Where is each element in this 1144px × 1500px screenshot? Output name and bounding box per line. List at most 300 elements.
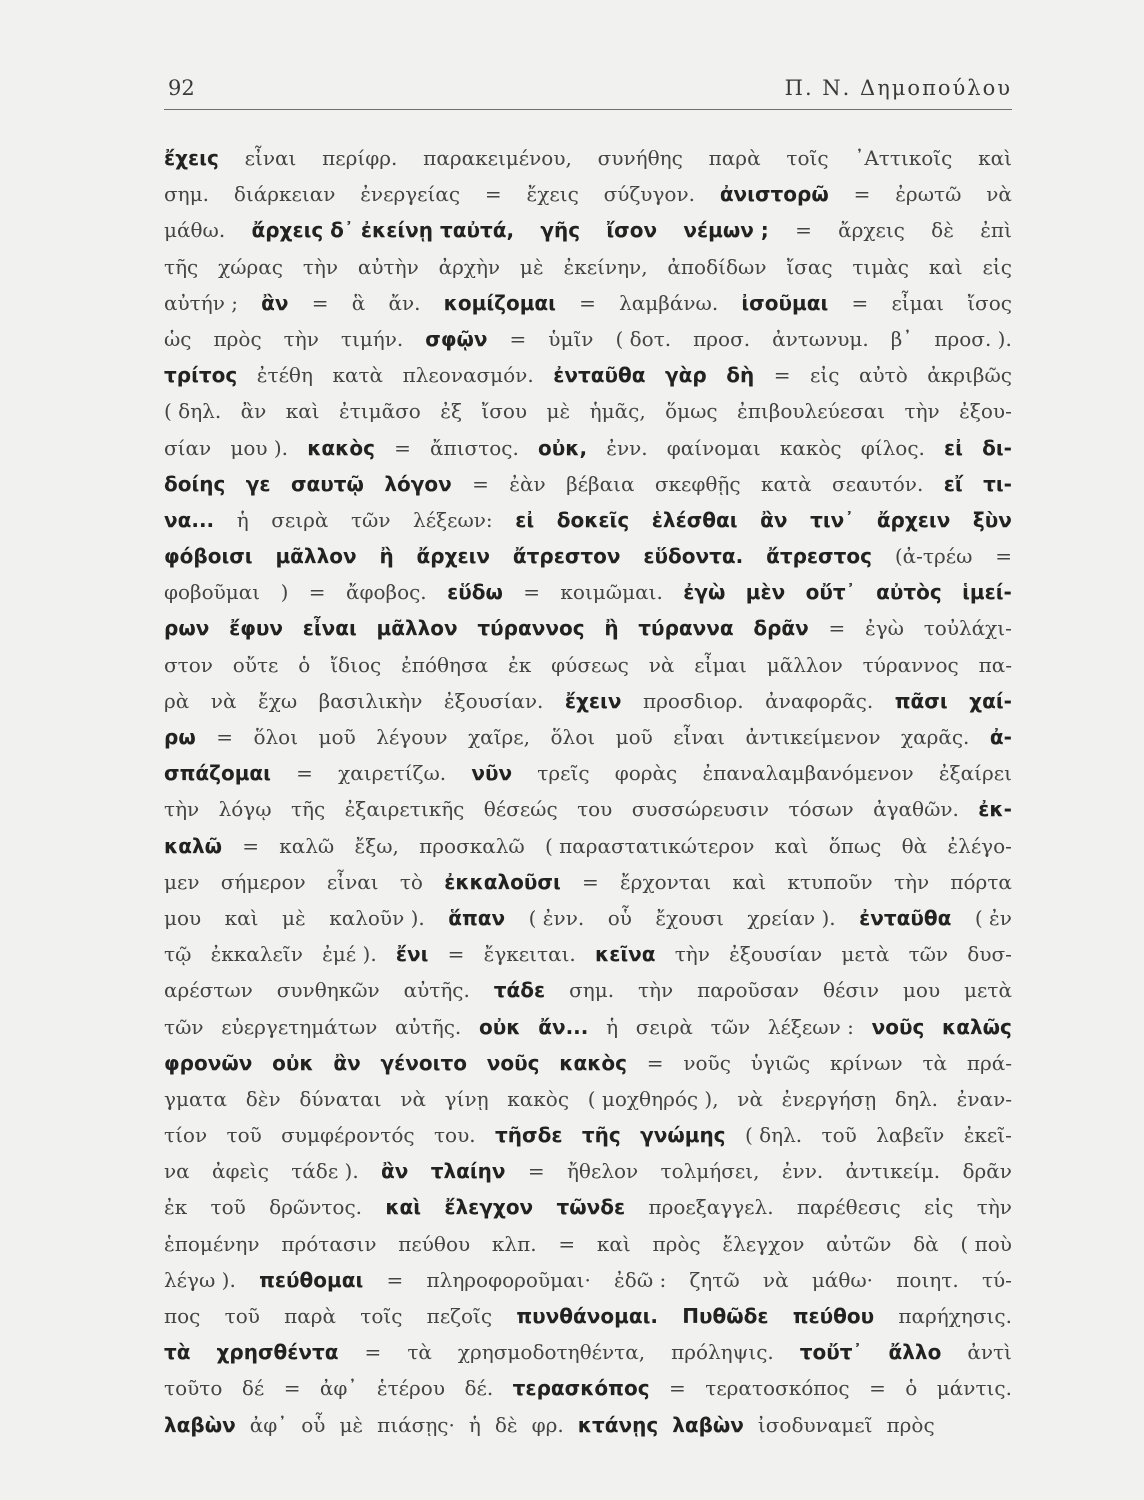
gloss-word: φίλος.	[860, 435, 925, 460]
gloss-word: συμφέροντός	[281, 1123, 415, 1148]
gloss-word: ἐξου-	[959, 399, 1012, 424]
gloss-word: εἰς	[924, 1195, 954, 1220]
gloss-word: πρά-	[966, 1050, 1012, 1075]
gloss-word: =	[364, 1340, 382, 1365]
gloss-word: ἄρχεις	[838, 218, 905, 243]
gloss-word: δὲν	[245, 1086, 281, 1111]
gloss-word: ( μοχθηρός ),	[587, 1086, 719, 1111]
gloss-word: του.	[433, 1123, 476, 1148]
gloss-word: τὰ	[922, 1050, 948, 1075]
gloss-word: ἀφ᾿	[319, 1376, 358, 1401]
lemma-term: δρᾶν	[753, 616, 809, 641]
gloss-word: ἐκείνην,	[563, 254, 648, 279]
gloss-word: τοῦ	[210, 1195, 246, 1220]
lemma-term: τλαίην	[430, 1159, 506, 1184]
gloss-word: τὴν	[976, 1195, 1012, 1220]
lemma-term: οὐκ	[479, 1014, 521, 1039]
lemma-term: ἢ	[604, 616, 619, 641]
gloss-word: ( δηλ.	[164, 399, 222, 424]
gloss-word: μάθω·	[811, 1267, 874, 1292]
gloss-word: θέσιν	[822, 978, 880, 1003]
text-line	[164, 1226, 1012, 1262]
gloss-word: διάρκειαν	[233, 182, 336, 207]
gloss-word: συνήθης	[597, 146, 683, 170]
gloss-word: δὲ	[494, 1412, 518, 1437]
gloss-word: πληροφοροῦμαι·	[426, 1267, 591, 1292]
lemma-term: ἀ-	[989, 725, 1012, 749]
lemma-term: χαί-	[969, 688, 1012, 713]
text-line	[164, 719, 1012, 755]
lemma-term: κομίζομαι	[443, 290, 556, 315]
gloss-word: τοῦτο	[164, 1376, 223, 1401]
gloss-word: δρᾶν	[962, 1159, 1012, 1184]
text-line	[164, 502, 1012, 538]
gloss-word: πα-	[978, 652, 1012, 677]
lemma-term: ἄρχεις δ᾿ ἐκείνῃ ταὐτά,	[251, 218, 515, 243]
lemma-term: νοῦς	[871, 1014, 925, 1039]
gloss-word: τύ-	[981, 1267, 1012, 1292]
gloss-word: ἐπαναλαμβανόμενον	[702, 761, 914, 786]
lemma-term: καλῶ	[164, 833, 222, 858]
gloss-word: τοῖς	[360, 1304, 403, 1328]
gloss-word: σήμερον	[220, 869, 306, 894]
lemma-term: οὐκ	[272, 1050, 314, 1075]
gloss-word: ἀντωνυμ.	[772, 326, 869, 351]
gloss-word: τὴν	[893, 869, 930, 894]
gloss-word: συνθηκῶν	[276, 978, 380, 1003]
text-line	[164, 1370, 1012, 1406]
gloss-word: ποιητ.	[896, 1267, 959, 1292]
gloss-word: καὶ	[596, 1231, 631, 1256]
gloss-word: =	[311, 290, 329, 315]
lemma-term: λαβὼν	[164, 1412, 236, 1437]
text-line	[164, 1334, 1012, 1370]
lemma-term: τύραννα	[638, 616, 734, 641]
lemma-term: εἴ	[943, 471, 963, 496]
gloss-word: χρείαν ).	[747, 905, 836, 930]
gloss-word: ἐκ	[164, 1195, 188, 1220]
text-line	[164, 972, 1012, 1008]
gloss-word: ἴσος	[967, 290, 1012, 315]
header-rule	[164, 109, 1012, 110]
gloss-word: προσ.	[693, 326, 751, 351]
text-line	[164, 1407, 1012, 1443]
lemma-term: ἢ	[379, 544, 394, 569]
lemma-term: ἐκκαλοῦσι	[444, 869, 561, 894]
text-line	[164, 1298, 1012, 1334]
lemma-term: ἔχεις	[164, 146, 219, 170]
gloss-word: μεν	[164, 869, 200, 894]
gloss-word: προσδιορ.	[643, 688, 744, 713]
lemma-term: ἐνταῦθα	[859, 905, 952, 930]
gloss-word: τῆς	[164, 254, 199, 279]
gloss-word: καὶ	[285, 399, 320, 424]
gloss-word: ἴσου	[481, 399, 528, 424]
gloss-word: β᾿	[890, 326, 913, 351]
text-line	[164, 1045, 1012, 1081]
gloss-word: πεζοῖς	[426, 1304, 493, 1328]
lemma-term: κεῖνα	[594, 942, 656, 967]
lemma-term: ἄτρεστον	[512, 544, 621, 569]
gloss-word: τιμὰς	[852, 254, 909, 279]
text-line	[164, 647, 1012, 683]
gloss-word: ρὰ	[164, 688, 190, 713]
gloss-word: αὐτῆς.	[395, 1014, 462, 1039]
gloss-word: μου	[164, 905, 202, 930]
lemma-term: ἅπαν	[448, 905, 506, 930]
gloss-word: νὰ	[762, 1267, 789, 1292]
text-line	[164, 321, 1012, 357]
gloss-word: ὁ	[298, 652, 311, 677]
lemma-term: ἰσοῦμαι	[741, 290, 829, 315]
gloss-word: =	[828, 616, 846, 641]
lemma-term: τῶνδε	[556, 1195, 626, 1220]
gloss-word: γματα	[164, 1086, 228, 1111]
gloss-word: =	[523, 580, 541, 605]
lemma-term: πᾶσι	[894, 688, 948, 713]
gloss-word: ἄν.	[388, 290, 421, 315]
gloss-word: ἐρωτῶ	[895, 182, 962, 207]
lemma-term: Πυθῶδε	[682, 1304, 769, 1328]
gloss-word: ( ἐν	[974, 905, 1012, 930]
gloss-word: σειρὰ	[271, 507, 329, 532]
gloss-word: ἐπόθησα	[401, 652, 489, 677]
gloss-word: πρόληψις.	[671, 1340, 774, 1365]
gloss-word: ἰσοδυναμεῖ	[757, 1412, 873, 1437]
lemma-term: τῆσδε	[495, 1123, 563, 1148]
gloss-word: βέβαια	[566, 471, 635, 496]
gloss-word: ἡ	[236, 507, 249, 532]
lemma-term: ἄρχειν	[876, 507, 951, 532]
gloss-word: ἐκκαλεῖν	[210, 942, 303, 967]
gloss-word: ἃ	[351, 290, 366, 315]
gloss-word: σκεφθῇς	[654, 471, 741, 496]
gloss-word: αὐτήν ;	[164, 290, 238, 315]
lemma-term: ἂν	[381, 1159, 409, 1184]
gloss-word: ὑγιῶς	[750, 1050, 811, 1075]
gloss-word: =	[669, 1376, 686, 1401]
gloss-word: εἶναι	[244, 146, 297, 170]
gloss-word: δυσ-	[967, 942, 1012, 967]
gloss-word: =	[646, 1050, 664, 1075]
gloss-word: ἔξω,	[354, 833, 399, 858]
gloss-word: =	[995, 544, 1012, 569]
gloss-word: ὅμως	[665, 399, 718, 424]
gloss-word: στον	[164, 652, 213, 677]
text-line	[164, 791, 1012, 827]
gloss-word: τοὐλάχι-	[923, 616, 1012, 641]
gloss-word: ἀρχὴν	[438, 254, 501, 279]
gloss-word: νὰ	[400, 1086, 426, 1111]
gloss-word: τιμήν.	[340, 326, 404, 351]
gloss-word: ( ἐνν.	[528, 905, 585, 930]
gloss-word: σειρὰ	[635, 1014, 693, 1039]
gloss-word: τίον	[164, 1123, 208, 1148]
gloss-word: μου	[902, 978, 941, 1003]
gloss-word: σεαυτόν.	[832, 471, 924, 496]
gloss-word: ζητῶ	[689, 1267, 740, 1292]
gloss-word: ὅλοι	[253, 725, 299, 749]
gloss-word: συσσώρευσιν	[631, 797, 770, 822]
gloss-word: ἡ	[468, 1412, 481, 1437]
text-line	[164, 176, 1012, 212]
lemma-term: τρίτος	[164, 363, 238, 388]
lemma-term: φόβοισι	[164, 544, 253, 569]
gloss-word: ὅλοι	[550, 725, 596, 749]
lemma-term: μὲν	[745, 580, 786, 605]
lemma-term: οὐκ,	[538, 435, 588, 460]
gloss-word: μάθω.	[164, 218, 226, 243]
gloss-word: τὴν	[637, 978, 674, 1003]
lemma-term: ἂν	[333, 1050, 361, 1075]
gloss-word: (ἀ-τρέω	[894, 544, 973, 569]
text-line	[164, 610, 1012, 646]
text-line	[164, 1117, 1012, 1153]
lemma-term: γῆς	[540, 218, 581, 243]
gloss-word: παροῦσαν	[697, 978, 800, 1003]
gloss-word: =	[472, 471, 489, 496]
gloss-word: =	[394, 435, 411, 460]
lemma-term: ἐκ-	[978, 797, 1012, 822]
gloss-word: τῶν	[908, 942, 949, 967]
gloss-word: τῶν	[350, 507, 391, 532]
gloss-word: καὶ	[978, 146, 1012, 170]
gloss-word: αὐτῶν	[826, 1231, 892, 1256]
lemma-term: σφῷν	[425, 326, 488, 351]
gloss-word: εἶναι	[673, 725, 725, 749]
gloss-word: προσ. ).	[934, 326, 1012, 351]
gloss-word: πος	[164, 1304, 201, 1328]
gloss-word: εὐεργετημάτων	[221, 1014, 378, 1039]
lemma-term: τι-	[983, 471, 1012, 496]
gloss-word: ἐδῶ :	[614, 1267, 667, 1292]
text-line	[164, 900, 1012, 936]
lemma-term: ρω	[164, 725, 196, 749]
gloss-word: ἐπὶ	[980, 218, 1012, 243]
gloss-word: τοῖς	[786, 146, 829, 170]
gloss-word: γίνῃ	[444, 1086, 489, 1111]
gloss-word: τὴν	[674, 942, 710, 967]
gloss-word: ἑτέρου	[376, 1376, 445, 1401]
gloss-word: ἀναφορᾶς.	[765, 688, 874, 713]
page-number: 92	[168, 76, 195, 100]
lemma-term: δι-	[982, 435, 1012, 460]
gloss-word: ἐὰν	[509, 471, 546, 496]
gloss-word: ὡς	[164, 326, 192, 351]
lemma-term: ἔλεγχον	[444, 1195, 534, 1220]
lemma-term: ἑλέσθαι	[651, 507, 738, 532]
gloss-word: =	[242, 833, 259, 858]
gloss-word: οὔτε	[232, 652, 279, 677]
gloss-word: ἐτιμᾶσο	[338, 399, 421, 424]
lemma-term: μᾶλλον	[275, 544, 357, 569]
gloss-word: πρὸς	[213, 326, 262, 351]
lemma-term: ἐγὼ	[683, 580, 726, 605]
gloss-word: πλεονασμόν.	[402, 363, 534, 388]
gloss-word: μετὰ	[841, 942, 890, 967]
lemma-term: δὴ	[726, 363, 755, 388]
gloss-word: πρὸς	[652, 1231, 701, 1256]
lemma-term: καὶ	[385, 1195, 422, 1220]
gloss-word: =	[216, 725, 233, 749]
gloss-word: μᾶλλον	[766, 652, 843, 677]
gloss-word: αὐτὴν	[357, 254, 419, 279]
gloss-word: ἔχεις	[526, 182, 579, 207]
gloss-word: τοῦ	[224, 1304, 260, 1328]
lemma-term: τῆς	[581, 1123, 621, 1148]
lemma-term: ἀνιστορῶ	[719, 182, 829, 207]
gloss-word: ( δηλ.	[744, 1123, 803, 1148]
gloss-word: κτυποῦν	[787, 869, 873, 894]
gloss-word: ἀντικείμ.	[845, 1159, 941, 1184]
gloss-word: ἀποδίδων	[667, 254, 767, 279]
lemma-term: κτάνῃς	[577, 1412, 659, 1437]
gloss-word: =	[558, 1231, 576, 1256]
gloss-word: μὲ	[282, 905, 306, 930]
gloss-word: σίαν	[164, 435, 212, 460]
text-line	[164, 828, 1012, 864]
gloss-word: ἡμᾶς,	[589, 399, 646, 424]
gloss-word: λαμβάνω.	[619, 290, 719, 315]
gloss-word: τοῦ	[821, 1123, 857, 1148]
lemma-term: ἔφυν	[229, 616, 283, 641]
gloss-word: ἐξουσίαν.	[443, 688, 544, 713]
gloss-word: καλοῦν ).	[329, 905, 425, 930]
gloss-word: κακὸς	[507, 1086, 570, 1111]
lemma-term: ἔνι	[395, 942, 429, 967]
gloss-word: ἐπιβουλεύεσαι	[737, 399, 886, 424]
gloss-word: κακὸς	[779, 435, 842, 460]
lemma-term: φρονῶν	[164, 1050, 253, 1075]
gloss-word: τὴν	[283, 326, 319, 351]
gloss-word: =	[509, 326, 527, 351]
gloss-word: πρὸς	[886, 1412, 935, 1437]
lemma-term: πεύθομαι	[259, 1267, 364, 1292]
gloss-word: ἴδιος	[330, 652, 382, 677]
gloss-word: αρέστων	[164, 978, 253, 1003]
gloss-word: ἐτέθη	[256, 363, 313, 388]
lemma-term: καλῶς	[942, 1014, 1012, 1039]
gloss-word: δὲ	[931, 218, 954, 243]
gloss-word: μετὰ	[964, 978, 1012, 1003]
gloss-word: τολμήσει,	[660, 1159, 760, 1184]
gloss-word: πεύθου	[398, 1231, 471, 1256]
gloss-word: εἰς	[810, 363, 840, 388]
gloss-word: τὰ	[407, 1340, 432, 1365]
gloss-word: ἐναν-	[956, 1086, 1012, 1111]
gloss-word: φαίνομαι	[666, 435, 761, 460]
gloss-word: οὗ	[607, 905, 632, 930]
gloss-word: θέσεώς	[483, 797, 558, 822]
gloss-word: =	[795, 218, 812, 243]
text-line	[164, 574, 1012, 610]
page-header	[164, 74, 1012, 108]
gloss-word: προεξαγγελ.	[648, 1195, 774, 1220]
gloss-word: κατὰ	[761, 471, 812, 496]
lemma-term: εὕδω	[447, 580, 503, 605]
gloss-word: τοῦ	[226, 1123, 262, 1148]
gloss-word: =	[527, 1159, 545, 1184]
gloss-word: ἀφεὶς	[211, 1159, 269, 1184]
gloss-word: καὶ	[928, 254, 963, 279]
lemma-term: εἰ	[515, 507, 535, 532]
lemma-term: ἄρχειν	[416, 544, 491, 569]
gloss-word: φοβοῦμαι	[164, 580, 261, 605]
gloss-word: κοιμῶμαι.	[560, 580, 663, 605]
text-line	[164, 285, 1012, 321]
gloss-word: αὐτῆς.	[403, 978, 470, 1003]
gloss-word: =	[851, 290, 869, 315]
lemma-term: δοκεῖς	[556, 507, 630, 532]
gloss-word: καὶ	[224, 905, 259, 930]
lemma-term: δοίης	[164, 471, 226, 496]
gloss-word: τὴν	[164, 797, 200, 822]
gloss-word: τὴν	[302, 254, 339, 279]
lemma-term: νέμων ;	[683, 218, 769, 243]
gloss-word: παρήχησις.	[898, 1304, 1012, 1328]
lemma-term: λαβὼν	[672, 1412, 744, 1437]
lemma-term: γένοιτο	[380, 1050, 467, 1075]
gloss-word: παρὰ	[284, 1304, 337, 1328]
gloss-word: αὐτὸ	[858, 363, 908, 388]
gloss-word: =	[296, 761, 313, 786]
lemma-term: τιν᾿	[810, 507, 855, 532]
gloss-word: νοῦς	[683, 1050, 731, 1075]
lemma-term: ἐνταῦθα	[553, 363, 646, 388]
lemma-term: αὐτὸς	[876, 580, 942, 605]
lemma-term: ἄτρεστος	[766, 544, 872, 569]
gloss-word: κλπ.	[491, 1231, 537, 1256]
lemma-term: ἄλλο	[888, 1340, 942, 1365]
gloss-word: ἐνν.	[606, 435, 648, 460]
gloss-word: =	[869, 1376, 886, 1401]
text-line	[164, 140, 1012, 176]
lemma-term: τερασκόπος	[512, 1376, 650, 1401]
gloss-word: ( ποὺ	[960, 1231, 1012, 1256]
gloss-word: λέξεων:	[413, 507, 493, 532]
gloss-word: παρὰ	[708, 146, 761, 170]
gloss-word: τερατοσκόπος	[705, 1376, 850, 1401]
gloss-word: μοῦ	[318, 725, 356, 749]
gloss-word: νὰ	[648, 652, 675, 677]
gloss-word: θὰ	[901, 833, 928, 858]
lemma-term: ἔχειν	[564, 688, 622, 713]
lemma-term: τάδε	[493, 978, 546, 1003]
gloss-word: καὶ	[732, 869, 767, 894]
text-line	[164, 430, 1012, 466]
gloss-word: ἐξουσίαν	[729, 942, 823, 967]
gloss-word: νὰ	[986, 182, 1012, 207]
gloss-word: ἔλεγχον	[722, 1231, 805, 1256]
gloss-word: τόσων	[788, 797, 854, 822]
gloss-word: εἶμαι	[694, 652, 747, 677]
lemma-term: τὰ	[164, 1340, 191, 1365]
gloss-word: πιάσῃς·	[377, 1412, 455, 1437]
text-line	[164, 249, 1012, 285]
gloss-word: να	[164, 1159, 190, 1184]
lemma-term: εἶναι	[302, 616, 357, 641]
gloss-word: =	[579, 290, 596, 315]
lemma-term: ἄν...	[538, 1014, 589, 1039]
gloss-word: ἐνεργήσῃ	[781, 1086, 877, 1111]
gloss-word: λέγω ).	[164, 1267, 236, 1292]
gloss-word: τῶν	[710, 1014, 751, 1039]
gloss-word: =	[773, 363, 791, 388]
lemma-term: νοῦς	[486, 1050, 540, 1075]
gloss-word: τύραννος	[862, 652, 959, 677]
text-line	[164, 212, 1012, 248]
lemma-term: νῦν	[471, 761, 513, 786]
